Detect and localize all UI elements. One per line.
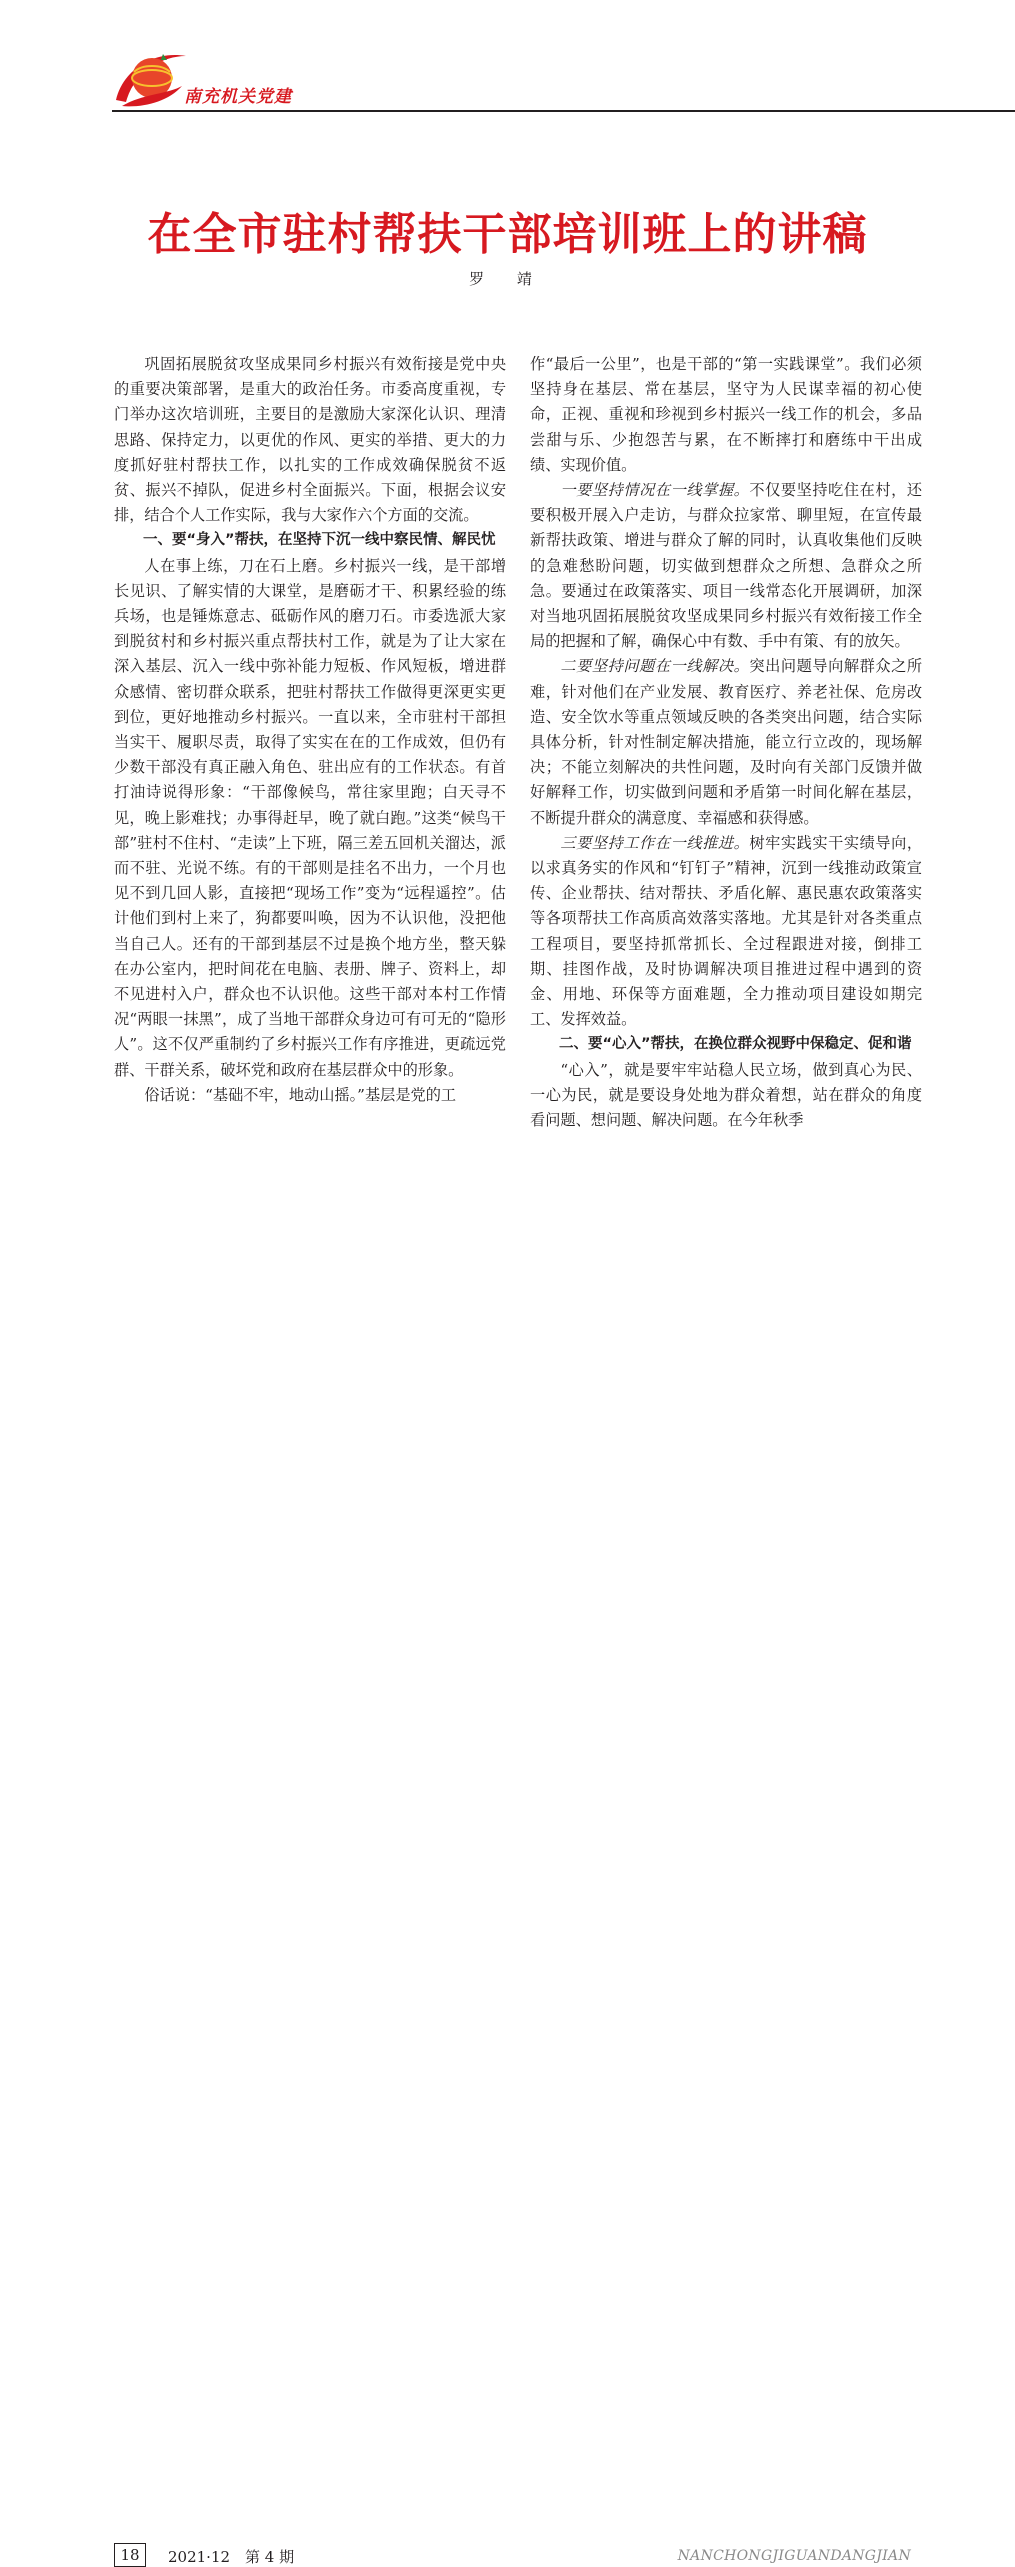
page-number: 18 (114, 2543, 146, 2567)
header-divider (112, 110, 1015, 112)
article-title: 在全市驻村帮扶干部培训班上的讲稿 (147, 209, 868, 260)
paragraph (530, 831, 922, 1033)
sub-heading: 三要坚持工作在一线推进。 (560, 833, 750, 852)
paragraph (530, 654, 922, 830)
paragraph-text: 突出问题导向解群众之所难，针对他们在产业发展、教育医疗、养老社保、危房改造、安全饮水等重点领域反映的各类突出问题，结合实际具体分析，针对性制定解决措施，能立行立改的，现场解决；不能立刻解决的共性问题，及时向有关部门反馈并做好解释工作，切实做到问题和矛盾第一时间化解在基层，不断提升群众的满意度、幸福感和获得感。 (530, 657, 923, 827)
paragraph: 巩固拓展脱贫攻坚成果同乡村振兴有效衔接是党中央的重要决策部署，是重大的政治任务。市委高度重视，专门举办这次培训班，主要目的是激励大家深化认识、理清思路、保持定力，以更优的作风、更实的举措、更大的力度抓好驻村帮扶工作，以扎实的工作成效确保脱贫不返贫、振兴不掉队，促进乡村全面振兴。下面，根据会议安排，结合个人工作实际，我与大家作六个方面的交流。 (114, 355, 506, 525)
right-column (530, 352, 922, 1133)
paragraph: 人在事上练，刀在石上磨。乡村振兴一线，是干部增长见识、了解实情的大课堂，是磨砺才干、积累经验的练兵场，也是锤炼意志、砥砺作风的磨刀石。市委选派大家到脱贫村和乡村振兴重点帮扶村工作，就是为了让大家在深入基层、沉入一线中弥补能力短板、作风短板，增进群众感情、密切群众联系，把驻村帮扶工作做得更深更实更到位，更好地推动乡村振兴。一直以来，全市驻村干部担当实干、履职尽责，取得了实实在在的工作成效，但仍有少数干部没有真正融入角色、驻出应有的工作状态。有首打油诗说得形象：“干部像候鸟，常往家里跑；白天寻不见，晚上影难找；办事得赶早，晚了就白跑。”这类“候鸟干部”驻村不住村、“走读”上下班，隔三差五回机关溜达，派而不驻、光说不练。有的干部则是挂名不出力，一个月也见不到几回人影，直接把“现场工作”变为“远程遥控”。估计他们到村上来了，狗都要叫唤，因为不认识他，没把他当自己人。还有的干部到基层不过是换个地方坐，整天躲在办公室内，把时间花在电脑、表册、牌子、资料上，却不见进村入户，群众也不认识他。这些干部对本村工作情况“两眼一抹黑”，成了当地干部群众身边可有可无的“隐形人”。这不仅严重制约了乡村振兴工作有序推进，更疏远党群、干群关系，破坏党和政府在基层群众中的形象。 (114, 556, 506, 1079)
left-column (114, 352, 506, 1108)
sub-heading: 一要坚持情况在一线掌握。 (560, 481, 750, 500)
paragraph: “心入”，就是要牢牢站稳人民立场，做到真心为民、一心为民，就是要设身处地为群众着想，站在群众的角度看问题、想问题、解决问题。在今年秋季 (530, 1060, 922, 1130)
paragraph: 作“最后一公里”，也是干部的“第一实践课堂”。我们必须坚持身在基层、常在基层，坚守为人民谋幸福的初心使命，正视、重视和珍视到乡村振兴一线工作的机会，多品尝甜与乐、少抱怨苦与累，在不断摔打和磨练中干出成绩、实现价值。 (530, 355, 922, 474)
paragraph: 俗话说：“基础不牢，地动山摇。”基层是党的工 (144, 1085, 457, 1104)
footer-brand: NANCHONGJIGUANDANGJIAN (677, 2548, 911, 2564)
party-building-logo-icon (112, 42, 188, 114)
page-footer (0, 1270, 1015, 2566)
page-header (0, 0, 1015, 130)
paragraph (530, 478, 922, 654)
section-heading: 二、要“心入”帮扶，在换位群众视野中保稳定、促和谐 (559, 1036, 912, 1053)
section-heading: 一、要“身入”帮扶，在坚持下沉一线中察民情、解民忧 (143, 532, 496, 549)
paragraph-text: 不仅要坚持吃住在村，还要积极开展入户走访，与群众拉家常、聊里短，在宣传最新帮扶政策、增进与群众了解的同时，认真收集他们反映的急难愁盼问题，切实做到想群众之所想、急群众之所急。要通过在政策落实、项目一线常态化开展调研，加深对当地巩固拓展脱贫攻坚成果同乡村振兴有效衔接工作全局的把握和了解，确保心中有数、手中有策、有的放矢。 (530, 481, 923, 651)
magazine-brand: 南充机关党建 (184, 87, 292, 107)
article-author: 罗 靖 (469, 270, 546, 288)
paragraph-text: 树牢实践实干实绩导向，以求真务实的作风和“钉钉子”精神，沉到一线推动政策宣传、企业帮扶、结对帮扶、矛盾化解、惠民惠农政策落实等各项帮扶工作高质高效落实落地。尤其是针对各类重点工程项目，要坚持抓常抓长、全过程跟进对接，倒排工期、挂图作战，及时协调解决项目推进过程中遇到的资金、用地、环保等方面难题，全力推动项目建设如期完工、发挥效益。 (530, 833, 923, 1029)
sub-heading: 二要坚持问题在一线解决。 (560, 657, 750, 676)
issue-label: 2021·12 第 4 期 (168, 2548, 295, 2566)
